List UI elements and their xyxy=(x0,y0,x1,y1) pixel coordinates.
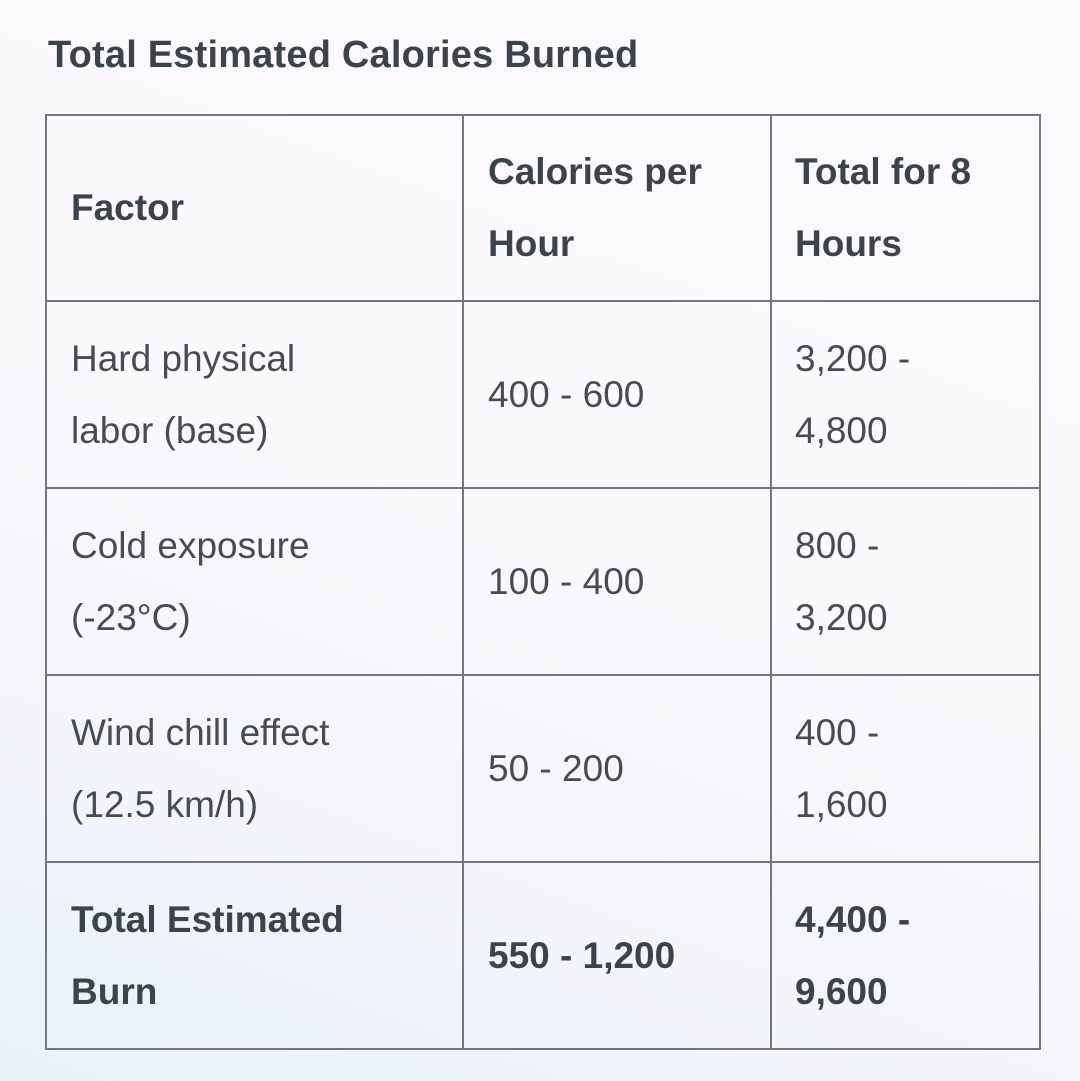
table-row-total-estimated-burn xyxy=(46,862,1040,1049)
factor-cell-total: Total Estimated Burn xyxy=(46,862,463,1049)
column-header-factor: Factor xyxy=(46,115,463,301)
factor-cell: Cold exposure (-23°C) xyxy=(46,488,463,675)
table-row-wind-chill-effect xyxy=(46,675,1040,862)
total-for-8-hours-cell: 800 - 3,200 xyxy=(771,488,1040,675)
calories-per-hour-cell: 400 - 600 xyxy=(463,301,771,488)
factor-cell: Wind chill effect (12.5 km/h) xyxy=(46,675,463,862)
calories-per-hour-cell: 50 - 200 xyxy=(463,675,771,862)
table-row-hard-physical-labor xyxy=(46,301,1040,488)
table-header-row xyxy=(46,115,1040,301)
calories-burned-table xyxy=(45,114,1041,1050)
calories-per-hour-cell-total: 550 - 1,200 xyxy=(463,862,771,1049)
total-for-8-hours-cell-total: 4,400 - 9,600 xyxy=(771,862,1040,1049)
column-header-calories-per-hour: Calories per Hour xyxy=(463,115,771,301)
column-header-total-for-8-hours: Total for 8 Hours xyxy=(771,115,1040,301)
page-title: Total Estimated Calories Burned xyxy=(48,34,639,76)
calories-per-hour-cell: 100 - 400 xyxy=(463,488,771,675)
table-row-cold-exposure xyxy=(46,488,1040,675)
total-for-8-hours-cell: 400 - 1,600 xyxy=(771,675,1040,862)
factor-cell: Hard physical labor (base) xyxy=(46,301,463,488)
total-for-8-hours-cell: 3,200 - 4,800 xyxy=(771,301,1040,488)
